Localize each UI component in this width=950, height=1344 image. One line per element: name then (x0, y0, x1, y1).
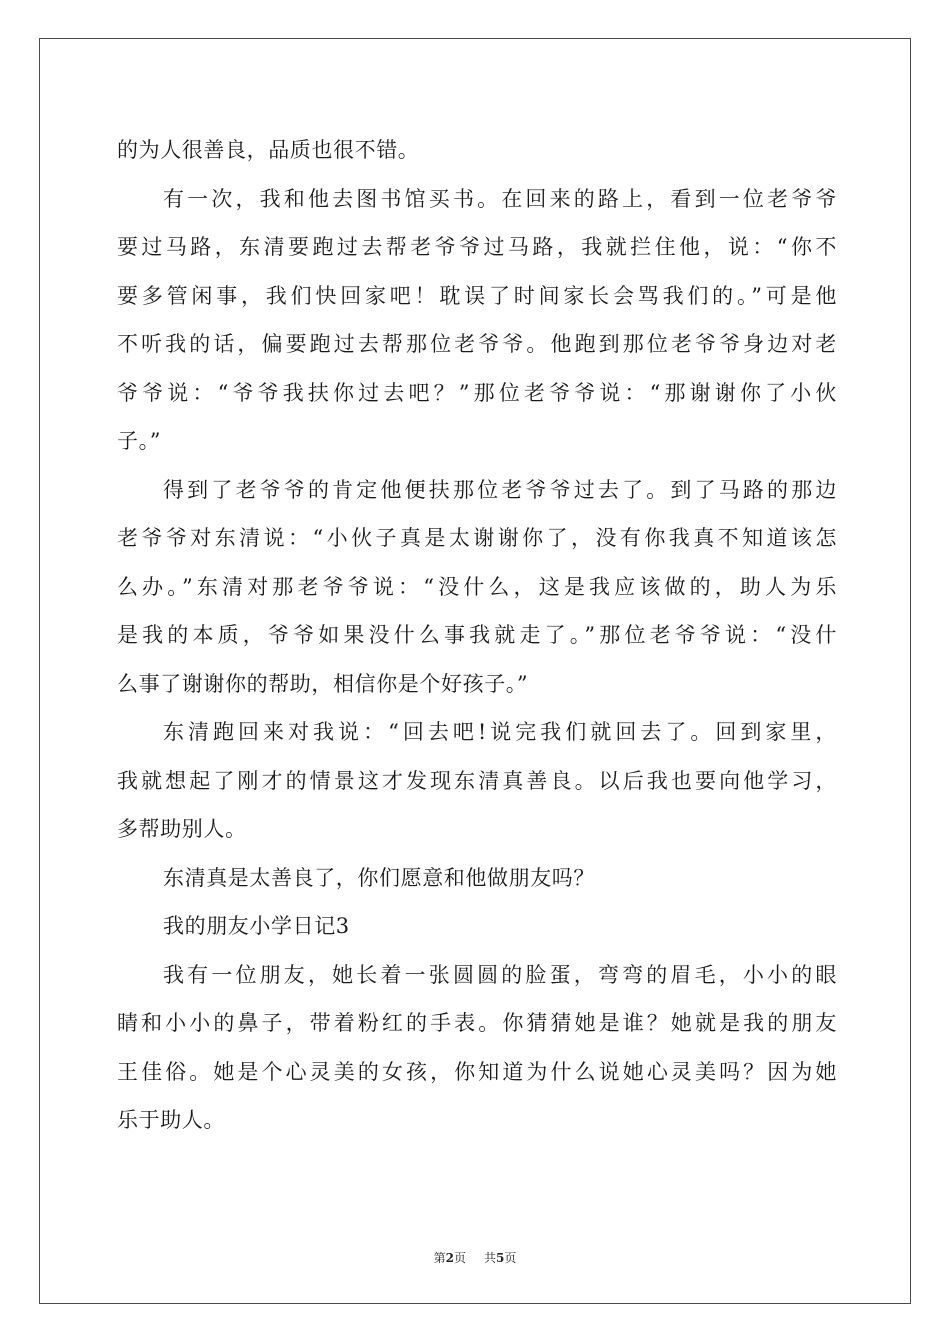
text-line: 我有一位朋友，她长着一张圆圆的脸蛋，弯弯的眉毛，小小的眼 (163, 962, 837, 987)
text-line: 睛和小小的鼻子，带着粉红的手表。你猜猜她是谁？她就是我的朋友 (117, 1011, 837, 1035)
text-line: 子。” (117, 429, 162, 453)
text-line: 东清跑回来对我说：“回去吧!说完我们就回去了。回到家里， (163, 720, 837, 744)
page-suffix: 页 (453, 1251, 466, 1265)
total-prefix: 共 (484, 1251, 497, 1265)
text-line: 么办。”东清对那老爷爷说：“没什么，这是我应该做的，助人为乐 (117, 574, 837, 599)
text-line: 老爷爷对东清说：“小伙子真是太谢谢你了，没有你我真不知道该怎 (117, 526, 837, 550)
document-body (117, 126, 837, 1145)
text-line: 要多管闲事，我们快回家吧！耽误了时间家长会骂我们的。”可是他 (117, 283, 837, 308)
text-line: 的为人很善良，品质也很不错。 (117, 138, 420, 162)
text-line: 多帮助别人。 (117, 817, 247, 841)
text-line: 得到了老爷爷的肯定他便扶那位老爷爷过去了。到了马路的那边 (163, 477, 837, 502)
section-heading: 我的朋友小学日记3 (163, 914, 350, 938)
page-footer (0, 1249, 950, 1266)
text-line: 是我的本质，爷爷如果没什么事我就走了。”那位老爷爷说：“没什 (117, 623, 837, 647)
text-line: 爷爷说：“爷爷我扶你过去吧？”那位老爷爷说：“那谢谢你了小伙 (117, 380, 837, 405)
text-line: 王佳俗。她是个心灵美的女孩，你知道为什么说她心灵美吗？因为她 (117, 1059, 837, 1084)
text-line: 么事了谢谢你的帮助，相信你是个好孩子。” (117, 671, 529, 696)
text-line: 有一次，我和他去图书馆买书。在回来的路上，看到一位老爷爷 (163, 186, 837, 211)
page-prefix: 第 (433, 1251, 446, 1265)
total-suffix: 页 (504, 1251, 517, 1265)
text-line: 东清真是太善良了，你们愿意和他做朋友吗？ (163, 865, 595, 890)
text-line: 要过马路，东清要跑过去帮老爷爷过马路，我就拦住他，说：“你不 (117, 235, 837, 259)
text-line: 乐于助人。 (117, 1108, 225, 1132)
page-number: 2 (445, 1251, 454, 1265)
text-line: 不听我的话，偏要跑过去帮那位老爷爷。他跑到那位老爷爷身边对老 (117, 332, 837, 356)
text-line: 我就想起了刚才的情景这才发现东清真善良。以后我也要向他学习， (117, 768, 837, 793)
total-pages: 5 (496, 1251, 505, 1265)
